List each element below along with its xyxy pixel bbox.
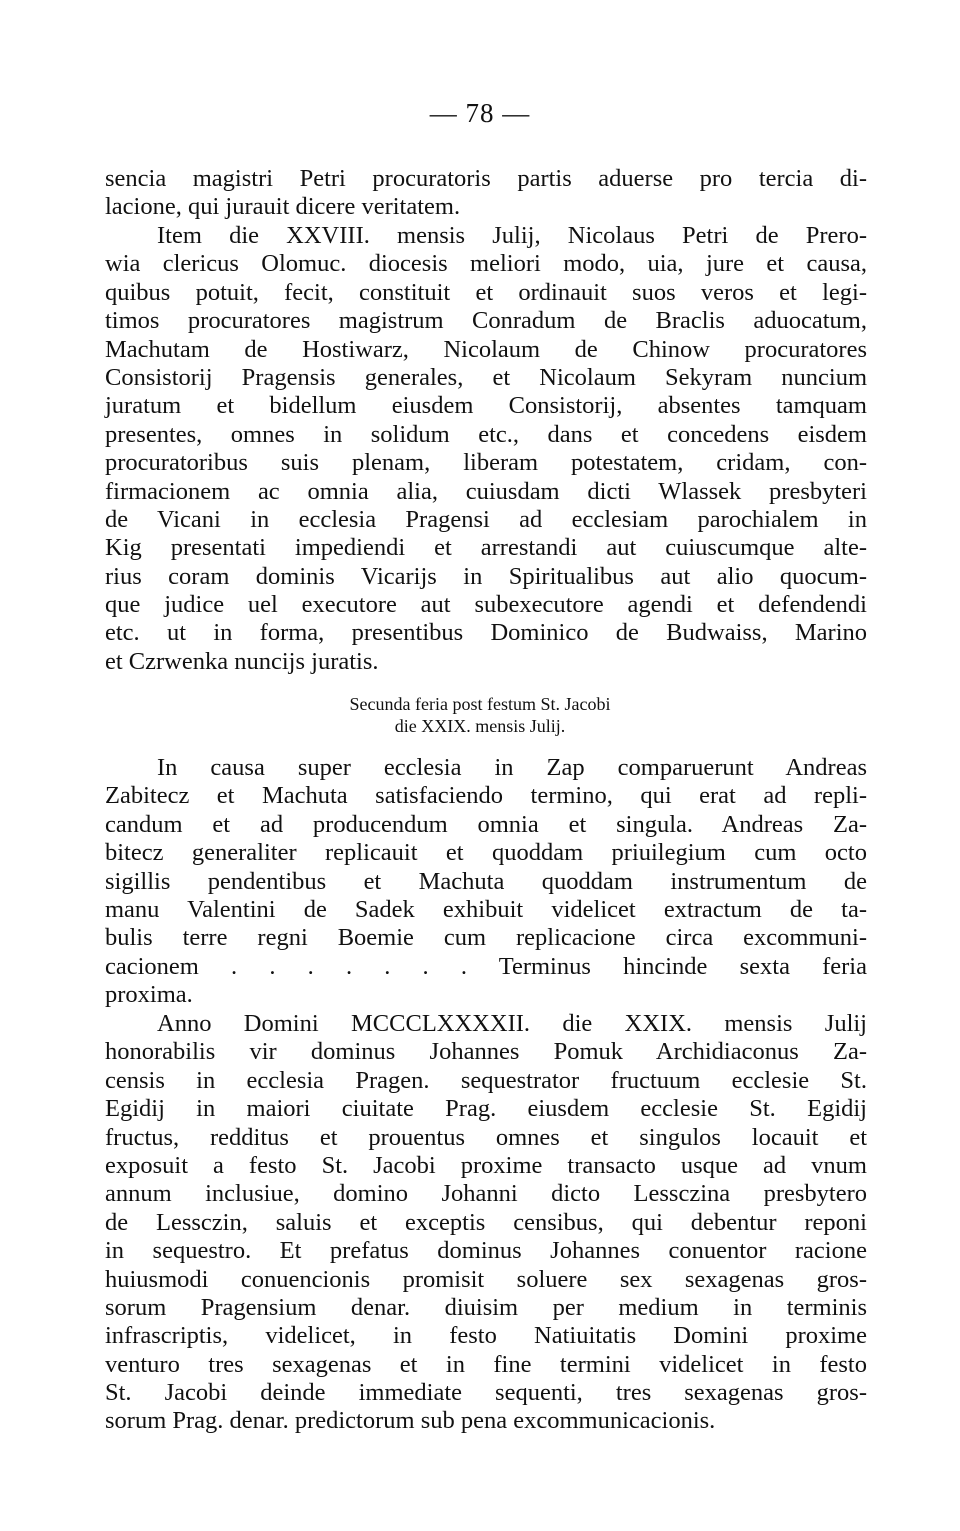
- page-number: — 78 —: [429, 98, 531, 128]
- text-line: censis in ecclesia Pragen. sequestrator fructuum ecclesie St.: [105, 1066, 867, 1094]
- text-line: sorum Pragensium denar. diuisim per medium in terminis: [105, 1293, 867, 1321]
- text-line: proxima.: [105, 981, 193, 1009]
- text-line: sorum Prag. denar. predictorum sub pena excommunicacionis.: [105, 1407, 716, 1435]
- text-line: cacionem . . . . . . . Terminus hincinde sexta feria: [105, 952, 867, 980]
- text-line: Item die XXVIII. mensis Julij, Nicolaus Petri de Prero-: [157, 222, 867, 249]
- text-line: St. Jacobi deinde immediate sequenti, tres sexagenas gros-: [105, 1379, 867, 1407]
- text-line: que judice uel executore aut subexecutore agendi et defendendi: [105, 591, 867, 619]
- text-line: venturo tres sexagenas et in fine termini videlicet in festo: [105, 1350, 867, 1378]
- text-line: et Czrwenka nuncijs juratis.: [105, 647, 379, 675]
- text-line: honorabilis vir dominus Johannes Pomuk Archidiaconus Za-: [105, 1038, 867, 1066]
- text-line: procuratoribus suis plenam, liberam potestatem, cridam, con-: [105, 449, 867, 477]
- text-line: annum inclusiue, domino Johanni dicto Lessczina presbytero: [105, 1180, 867, 1208]
- text-line: huiusmodi conuencionis promisit soluere sex sexagenas gros-: [105, 1265, 867, 1293]
- text-line: exposuit a festo St. Jacobi proxime transacto usque ad vnum: [105, 1151, 867, 1179]
- text-line: Consistorij Pragensis generales, et Nicolaum Sekyram nuncium: [105, 363, 867, 391]
- paragraph-1: [105, 165, 867, 222]
- paragraph-2: [105, 222, 867, 676]
- text-line: juratum et bidellum eiusdem Consistorij, absentes tamquam: [105, 392, 867, 420]
- text-line: Machutam de Hostiwarz, Nicolaum de Chinow procuratores: [105, 335, 867, 363]
- text-line: presentes, omnes in solidum etc., dans et concedens eisdem: [105, 420, 867, 448]
- text-line: Kig presentati impediendi et arrestandi aut cuiuscumque alte-: [105, 534, 867, 562]
- paragraph-3: [105, 754, 867, 1010]
- paragraph-4: [105, 1010, 867, 1436]
- text-line: wia clericus Olomuc. diocesis meliori modo, uia, jure et causa,: [105, 250, 867, 278]
- text-line: manu Valentini de Sadek exhibuit videlicet extractum de ta-: [105, 895, 867, 923]
- text-line: rius coram dominis Vicarijs in Spiritualibus aut alio quocum-: [105, 562, 867, 590]
- text-line: lacione, qui jurauit dicere veritatem.: [105, 193, 461, 221]
- text-line: Zabitecz et Machuta satisfaciendo termino, qui erat ad repli-: [105, 782, 867, 810]
- text-line: fructus, redditus et prouentus omnes et singulos locauit et: [105, 1123, 867, 1151]
- text-line: de Lessczin, saluis et exceptis censibus, qui debentur reponi: [105, 1208, 867, 1236]
- section-heading: [0, 693, 960, 737]
- text-line: sigillis pendentibus et Machuta quoddam instrumentum de: [105, 867, 867, 895]
- text-line: Egidij in maiori ciuitate Prag. eiusdem ecclesie St. Egidij: [105, 1095, 867, 1123]
- text-line: quibus potuit, fecit, constituit et ordinauit suos veros et legi-: [105, 278, 867, 306]
- text-line: etc. ut in forma, presentibus Dominico de Budwaiss, Marino: [105, 619, 867, 647]
- text-line: candum et ad producendum omnia et singula. Andreas Za-: [105, 810, 867, 838]
- text-line: Anno Domini MCCCLXXXXII. die XXIX. mensis Julij: [157, 1010, 867, 1037]
- text-line: infrascriptis, videlicet, in festo Natiuitatis Domini proxime: [105, 1322, 867, 1350]
- text-line: sencia magistri Petri procuratoris partis aduerse pro tercia di-: [105, 165, 867, 192]
- text-line: In causa super ecclesia in Zap comparuerunt Andreas: [157, 754, 867, 781]
- text-line: de Vicani in ecclesia Pragensi ad ecclesiam parochialem in: [105, 505, 867, 533]
- text-line: in sequestro. Et prefatus dominus Johannes conuentor racione: [105, 1237, 867, 1265]
- text-line: firmacionem ac omnia alia, cuiusdam dicti Wlassek presbyteri: [105, 477, 867, 505]
- section-heading-line: Secunda feria post festum St. Jacobi: [349, 694, 611, 714]
- text-line: bitecz generaliter replicauit et quoddam priuilegium cum octo: [105, 839, 867, 867]
- text-line: timos procuratores magistrum Conradum de Braclis aduocatum,: [105, 307, 867, 335]
- text-line: bulis terre regni Boemie cum replicacione circa excommuni-: [105, 924, 867, 952]
- section-heading-line: die XXIX. mensis Julij.: [394, 716, 566, 736]
